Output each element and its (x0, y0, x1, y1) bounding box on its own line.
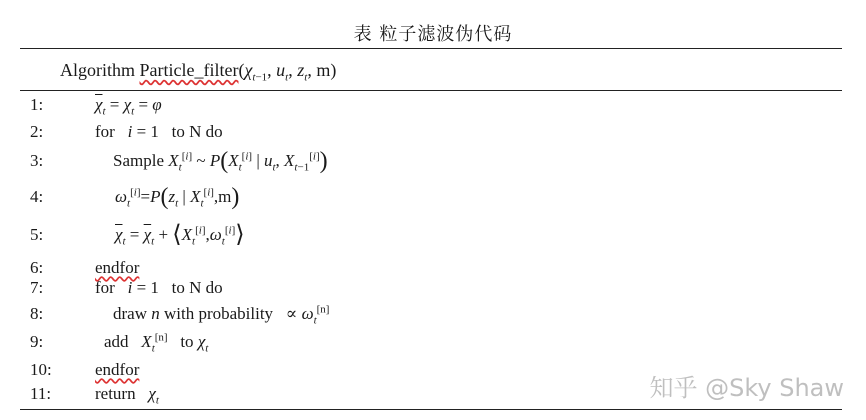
code-line-2: for i = 1 to N do (95, 122, 223, 141)
algorithm-args: ($\chi_{t-1}$, $u_t$, $z_t$, m) (238, 60, 337, 84)
code-line-4: $\omega_t[i]=P(z_t$ | $X_t[i],m$) (115, 184, 240, 210)
watermark: 知乎 @Sky Shaw (649, 374, 844, 402)
table-caption: 表 粒子滤波伪代码 (353, 24, 513, 45)
line-number: 5: (30, 225, 44, 244)
code-line-1: $\overline{\chi}_t = \chi_t = \varphi$ (95, 95, 162, 118)
code-line-3: Sample $X_t[i]$ ~ $P(X_t[i]$ | $u_t$, $X_{t-1}[i]$) (113, 148, 328, 174)
top-rule (20, 48, 842, 49)
code-line-9: add $X_t[n]$ to $\chi_t$ (104, 331, 209, 355)
algorithm-keyword: Algorithm (60, 60, 135, 80)
line-number: 10: (30, 360, 52, 379)
line-number: 1: (30, 95, 44, 114)
header-rule (20, 90, 842, 91)
code-line-11: return $\chi_t$ (95, 384, 159, 407)
line-number: 2: (30, 122, 44, 141)
code-line-10: endfor (95, 360, 140, 379)
line-number: 11: (30, 384, 52, 403)
line-number: 6: (30, 258, 44, 277)
code-line-7: for i = 1 to N do (95, 278, 223, 297)
code-line-5: $\overline{\chi}_t = \overline{\chi}_t$ + $⟨X_t[i],\omega_t[i]⟩$ (115, 222, 245, 248)
line-number: 9: (30, 332, 44, 351)
line-number: 7: (30, 278, 44, 297)
bottom-rule (20, 409, 842, 410)
line-number: 8: (30, 304, 44, 323)
line-number: 4: (30, 187, 44, 206)
code-line-8: draw n with probability ∝ $\omega_t[n]$ (113, 303, 330, 327)
algorithm-name: Particle_filter (139, 60, 239, 80)
algorithm-header (60, 60, 337, 84)
line-number: 3: (30, 151, 44, 170)
code-line-6: endfor (95, 258, 140, 277)
